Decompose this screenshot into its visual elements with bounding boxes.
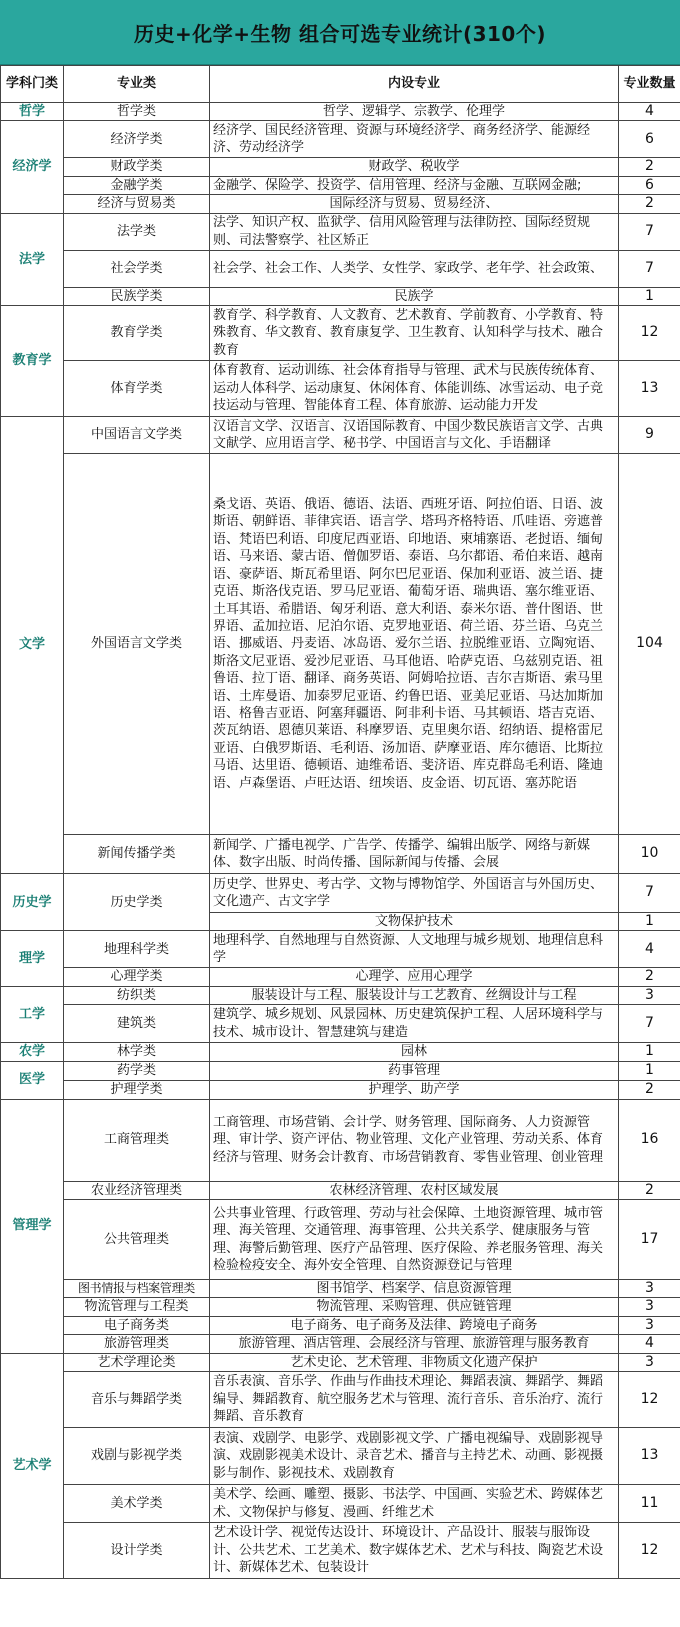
majors-cell: 哲学、逻辑学、宗教学、伦理学: [210, 103, 619, 121]
table-row: [1, 1298, 680, 1316]
majors-cell: 国际经济与贸易、贸易经济、: [210, 195, 619, 213]
discipline-cell: 教育学: [1, 306, 64, 417]
count-cell: 4: [619, 1335, 680, 1353]
discipline-cell: 哲学: [1, 103, 64, 121]
count-cell: 7: [619, 213, 680, 250]
table-row: [1, 1061, 680, 1080]
class-cell: 中国语言文学类: [64, 417, 210, 454]
majors-cell: 园林: [210, 1043, 619, 1061]
count-cell: 1: [619, 913, 680, 931]
count-cell: 104: [619, 454, 680, 835]
count-cell: 3: [619, 1280, 680, 1298]
majors-cell: 财政学、税收学: [210, 158, 619, 176]
table-row: [1, 1005, 680, 1043]
discipline-cell: 法学: [1, 213, 64, 305]
count-cell: 11: [619, 1485, 680, 1523]
table-row: [1, 1335, 680, 1353]
count-cell: 13: [619, 1428, 680, 1485]
class-cell: 护理学类: [64, 1080, 210, 1099]
class-cell: 旅游管理类: [64, 1335, 210, 1353]
majors-cell: 艺术设计学、视觉传达设计、环境设计、产品设计、服装与服饰设计、公共艺术、工艺美术、数字媒体艺术、艺术与科技、陶瓷艺术设计、新媒体艺术、包装设计: [210, 1523, 619, 1579]
count-cell: 3: [619, 1298, 680, 1316]
header-class: 专业类: [64, 66, 210, 103]
table-row: [1, 158, 680, 176]
count-cell: 2: [619, 195, 680, 213]
discipline-cell: 工学: [1, 986, 64, 1042]
table-row: [1, 213, 680, 250]
table-row: [1, 931, 680, 968]
majors-cell: 艺术史论、艺术管理、非物质文化遗产保护: [210, 1353, 619, 1371]
class-cell: 法学类: [64, 213, 210, 250]
majors-cell: 汉语言文学、汉语言、汉语国际教育、中国少数民族语言文学、古典文献学、应用语言学、秘书学、中国语言与文化、手语翻译: [210, 417, 619, 454]
discipline-cell: 历史学: [1, 874, 64, 931]
table-row: [1, 1316, 680, 1334]
table-row: [1, 103, 680, 121]
majors-cell: 音乐表演、音乐学、作曲与作曲技术理论、舞蹈表演、舞蹈学、舞蹈编导、舞蹈教育、航空服务艺术与管理、流行音乐、音乐治疗、流行舞蹈、音乐教育: [210, 1372, 619, 1428]
discipline-cell: 医学: [1, 1061, 64, 1099]
majors-cell: 历史学、世界史、考古学、文物与博物馆学、外国语言与外国历史、文化遗产、古文字学: [210, 874, 619, 913]
table-row: [1, 176, 680, 194]
class-cell: 地理科学类: [64, 931, 210, 968]
class-cell: 社会学类: [64, 250, 210, 287]
majors-cell: 服装设计与工程、服装设计与工艺教育、丝绸设计与工程: [210, 986, 619, 1004]
majors-cell: 心理学、应用心理学: [210, 968, 619, 986]
class-cell: 药学类: [64, 1061, 210, 1080]
class-cell: 经济学类: [64, 121, 210, 158]
class-cell: 教育学类: [64, 306, 210, 361]
table-row: [1, 1099, 680, 1181]
majors-cell: 电子商务、电子商务及法律、跨境电子商务: [210, 1316, 619, 1334]
count-cell: 3: [619, 986, 680, 1004]
class-cell: 农业经济管理类: [64, 1181, 210, 1199]
count-cell: 7: [619, 874, 680, 913]
majors-cell: 美术学、绘画、雕塑、摄影、书法学、中国画、实验艺术、跨媒体艺术、文物保护与修复、漫画、纤维艺术: [210, 1485, 619, 1523]
class-cell: 工商管理类: [64, 1099, 210, 1181]
count-cell: 1: [619, 287, 680, 305]
class-cell: 财政学类: [64, 158, 210, 176]
count-cell: 17: [619, 1200, 680, 1280]
class-cell: 历史学类: [64, 874, 210, 931]
discipline-cell: 农学: [1, 1043, 64, 1061]
count-cell: 12: [619, 1523, 680, 1579]
majors-table: [0, 65, 680, 1579]
header-discipline: 学科门类: [1, 66, 64, 103]
table-row: [1, 121, 680, 158]
count-cell: 10: [619, 835, 680, 874]
majors-cell: 经济学、国民经济管理、资源与环境经济学、商务经济学、能源经济、劳动经济学: [210, 121, 619, 158]
class-cell: 戏剧与影视学类: [64, 1428, 210, 1485]
discipline-cell: 理学: [1, 931, 64, 986]
count-cell: 1: [619, 1043, 680, 1061]
table-row: [1, 968, 680, 986]
count-cell: 13: [619, 361, 680, 417]
count-cell: 2: [619, 1080, 680, 1099]
count-cell: 16: [619, 1099, 680, 1181]
discipline-cell: 管理学: [1, 1099, 64, 1353]
majors-cell: 建筑学、城乡规划、风景园林、历史建筑保护工程、人居环境科学与技术、城市设计、智慧建筑与建造: [210, 1005, 619, 1043]
class-cell: 新闻传播学类: [64, 835, 210, 874]
majors-cell: 地理科学、自然地理与自然资源、人文地理与城乡规划、地理信息科学: [210, 931, 619, 968]
class-cell: 经济与贸易类: [64, 195, 210, 213]
class-cell: 电子商务类: [64, 1316, 210, 1334]
count-cell: 1: [619, 1061, 680, 1080]
majors-cell: 护理学、助产学: [210, 1080, 619, 1099]
count-cell: 6: [619, 176, 680, 194]
table-row: [1, 417, 680, 454]
class-cell: 物流管理与工程类: [64, 1298, 210, 1316]
table-row: [1, 454, 680, 835]
majors-cell: 物流管理、采购管理、供应链管理: [210, 1298, 619, 1316]
class-cell: 哲学类: [64, 103, 210, 121]
table-row: [1, 835, 680, 874]
discipline-cell: 艺术学: [1, 1353, 64, 1578]
table-row: [1, 1181, 680, 1199]
page-title: 历史+化学+生物 组合可选专业统计(310个): [133, 21, 546, 46]
table-row: [1, 250, 680, 287]
table-row: [1, 1523, 680, 1579]
class-cell: 设计学类: [64, 1523, 210, 1579]
majors-cell: 教育学、科学教育、人文教育、艺术教育、学前教育、小学教育、特殊教育、华文教育、教育康复学、卫生教育、认知科学与技术、融合教育: [210, 306, 619, 361]
discipline-cell: 文学: [1, 417, 64, 874]
class-cell: 建筑类: [64, 1005, 210, 1043]
title-bar: [0, 0, 680, 65]
count-cell: 3: [619, 1353, 680, 1371]
majors-cell: 社会学、社会工作、人类学、女性学、家政学、老年学、社会政策、: [210, 250, 619, 287]
majors-cell: 文物保护技术: [210, 913, 619, 931]
class-cell: 体育学类: [64, 361, 210, 417]
count-cell: 7: [619, 250, 680, 287]
majors-cell: 公共事业管理、行政管理、劳动与社会保障、土地资源管理、城市管理、海关管理、交通管理、海事管理、公共关系学、健康服务与管理、海警后勤管理、医疗产品管理、医疗保险、养老服务管理、海关检验检疫安全、海外安全管理、自然资源登记与管理: [210, 1200, 619, 1280]
header-majors: 内设专业: [210, 66, 619, 103]
majors-cell: 旅游管理、酒店管理、会展经济与管理、旅游管理与服务教育: [210, 1335, 619, 1353]
majors-cell: 工商管理、市场营销、会计学、财务管理、国际商务、人力资源管理、审计学、资产评估、物业管理、文化产业管理、劳动关系、体育经济与管理、财务会计教育、市场营销教育、零售业管理、创业管理: [210, 1099, 619, 1181]
table-row: [1, 1080, 680, 1099]
count-cell: 4: [619, 103, 680, 121]
table-row: [1, 986, 680, 1004]
class-cell: 艺术学理论类: [64, 1353, 210, 1371]
table-row: [1, 1428, 680, 1485]
majors-cell: 金融学、保险学、投资学、信用管理、经济与金融、互联网金融;: [210, 176, 619, 194]
count-cell: 12: [619, 306, 680, 361]
majors-cell: 图书馆学、档案学、信息资源管理: [210, 1280, 619, 1298]
table-row: [1, 306, 680, 361]
majors-cell: 民族学: [210, 287, 619, 305]
table-row: [1, 361, 680, 417]
count-cell: 2: [619, 158, 680, 176]
table-row: [1, 287, 680, 305]
table-row: [1, 1353, 680, 1371]
count-cell: 6: [619, 121, 680, 158]
count-cell: 9: [619, 417, 680, 454]
table-row: [1, 874, 680, 913]
count-cell: 12: [619, 1372, 680, 1428]
class-cell: 民族学类: [64, 287, 210, 305]
header-count: 专业数量: [619, 66, 680, 103]
table-row: [1, 1280, 680, 1298]
class-cell: 金融学类: [64, 176, 210, 194]
class-cell: 音乐与舞蹈学类: [64, 1372, 210, 1428]
count-cell: 3: [619, 1316, 680, 1334]
class-cell: 图书情报与档案管理类: [64, 1280, 210, 1298]
count-cell: 2: [619, 1181, 680, 1199]
table-row: [1, 195, 680, 213]
majors-cell: 新闻学、广播电视学、广告学、传播学、编辑出版学、网络与新媒体、数字出版、时尚传播、国际新闻与传播、会展: [210, 835, 619, 874]
table-row: [1, 1043, 680, 1061]
class-cell: 心理学类: [64, 968, 210, 986]
table-row: [1, 1372, 680, 1428]
class-cell: 外国语言文学类: [64, 454, 210, 835]
class-cell: 美术学类: [64, 1485, 210, 1523]
majors-cell: 药事管理: [210, 1061, 619, 1080]
majors-cell: 体育教育、运动训练、社会体育指导与管理、武术与民族传统体育、运动人体科学、运动康复、休闲体育、体能训练、冰雪运动、电子竞技运动与管理、智能体育工程、体育旅游、运动能力开发: [210, 361, 619, 417]
majors-cell: 法学、知识产权、监狱学、信用风险管理与法律防控、国际经贸规则、司法警察学、社区矫正: [210, 213, 619, 250]
count-cell: 2: [619, 968, 680, 986]
class-cell: 公共管理类: [64, 1200, 210, 1280]
count-cell: 7: [619, 1005, 680, 1043]
count-cell: 4: [619, 931, 680, 968]
majors-cell: 桑戈语、英语、俄语、德语、法语、西班牙语、阿拉伯语、日语、波斯语、朝鲜语、菲律宾语、语言学、塔玛齐格特语、爪哇语、旁遮普语、梵语巴利语、印度尼西亚语、印地语、柬埔寨语、老挝语、缅甸语、马来语、蒙古语、僧伽罗语、泰语、乌尔都语、希伯来语、越南语、豪萨语、斯瓦希里语、阿尔巴尼亚语、保加利亚语、波兰语、捷克语、斯洛伐克语、罗马尼亚语、葡萄牙语、瑞典语、塞尔维亚语、土耳其语、希腊语、匈牙利语、意大利语、泰米尔语、普什图语、世界语、孟加拉语、尼泊尔语、克罗地亚语、荷兰语、芬兰语、乌克兰语、挪威语、丹麦语、冰岛语、爱尔兰语、拉脱维亚语、立陶宛语、斯洛文尼亚语、爱沙尼亚语、马耳他语、哈萨克语、乌兹别克语、祖鲁语、拉丁语、翻译、商务英语、阿姆哈拉语、吉尔吉斯语、索马里语、土库曼语、加泰罗尼亚语、约鲁巴语、亚美尼亚语、马达加斯加语、格鲁吉亚语、阿塞拜疆语、阿非利卡语、马其顿语、塔吉克语、茨瓦纳语、恩德贝莱语、科摩罗语、克里奥尔语、绍纳语、提格雷尼亚语、白俄罗斯语、毛利语、汤加语、萨摩亚语、库尔德语、比斯拉马语、达里语、德顿语、迪维希语、斐济语、库克群岛毛利语、隆迪语、卢森堡语、卢旺达语、纽埃语、皮金语、切瓦语、塞苏陀语: [210, 454, 619, 835]
table-row: [1, 1200, 680, 1280]
table-row: [1, 1485, 680, 1523]
discipline-cell: 经济学: [1, 121, 64, 213]
class-cell: 纺织类: [64, 986, 210, 1004]
majors-cell: 表演、戏剧学、电影学、戏剧影视文学、广播电视编导、戏剧影视导演、戏剧影视美术设计、录音艺术、播音与主持艺术、动画、影视摄影与制作、影视技术、戏剧教育: [210, 1428, 619, 1485]
majors-cell: 农林经济管理、农村区域发展: [210, 1181, 619, 1199]
class-cell: 林学类: [64, 1043, 210, 1061]
table-header-row: [1, 66, 680, 103]
